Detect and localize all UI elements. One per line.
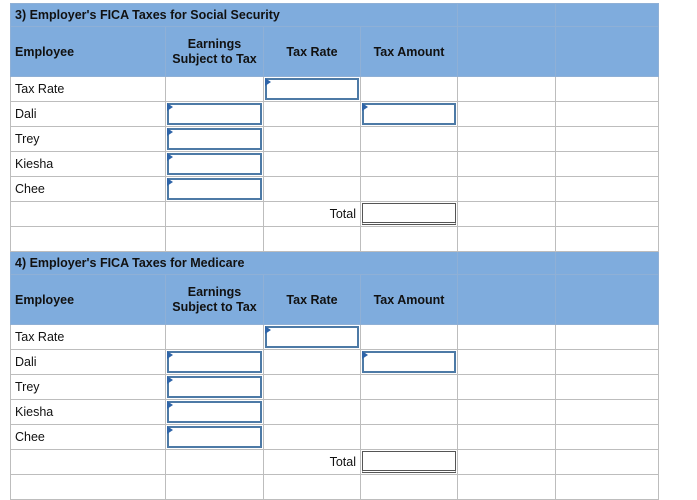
input-marker-icon: [265, 326, 271, 334]
input-marker-icon: [167, 376, 173, 384]
section3-title: 3) Employer's FICA Taxes for Social Security: [11, 4, 458, 27]
section3-header-row: [11, 27, 659, 77]
tax-rate-header: Tax Rate: [264, 27, 361, 77]
input-marker-icon: [362, 103, 368, 111]
section3-row-trey: [11, 127, 659, 152]
section4-title-row: [11, 252, 659, 275]
ss-tax-rate-input[interactable]: [264, 77, 361, 102]
employee-name: Trey: [11, 127, 166, 152]
section4-row-chee: [11, 425, 659, 450]
medicare-tax-rate-input[interactable]: [264, 325, 361, 350]
section4-row-kiesha: [11, 400, 659, 425]
section4-tax-rate-row: [11, 325, 659, 350]
input-marker-icon: [167, 426, 173, 434]
section3-row-kiesha: [11, 152, 659, 177]
employee-name: Chee: [11, 425, 166, 450]
employee-name: Dali: [11, 102, 166, 127]
total-label: Total: [264, 450, 361, 475]
medicare-earnings-input-trey[interactable]: [166, 375, 264, 400]
input-marker-icon: [167, 128, 173, 136]
section4-total-row: [11, 450, 659, 475]
earnings-header: Earnings Subject to Tax: [166, 275, 264, 325]
input-marker-icon: [265, 78, 271, 86]
spacer-row: [11, 227, 659, 252]
section3-row-dali: [11, 102, 659, 127]
input-marker-icon: [167, 351, 173, 359]
section3-title-row: [11, 4, 659, 27]
ss-total-input[interactable]: [361, 202, 458, 227]
employee-name: Trey: [11, 375, 166, 400]
employee-name: Dali: [11, 350, 166, 375]
employee-name: Kiesha: [11, 152, 166, 177]
tax-rate-label: Tax Rate: [11, 77, 166, 102]
section3-row-chee: [11, 177, 659, 202]
employee-header: Employee: [11, 27, 166, 77]
tax-rate-header: Tax Rate: [264, 275, 361, 325]
section4-header-row: [11, 275, 659, 325]
ss-earnings-input-dali[interactable]: [166, 102, 264, 127]
earnings-header: Earnings Subject to Tax: [166, 27, 264, 77]
medicare-earnings-input-dali[interactable]: [166, 350, 264, 375]
employee-header: Employee: [11, 275, 166, 325]
total-label: Total: [264, 202, 361, 227]
fica-worksheet: [10, 3, 658, 500]
medicare-tax-amount-input-dali[interactable]: [361, 350, 458, 375]
section3-tax-rate-row: [11, 77, 659, 102]
input-marker-icon: [167, 401, 173, 409]
section3-total-row: [11, 202, 659, 227]
input-marker-icon: [362, 351, 368, 359]
tax-amount-header: Tax Amount: [361, 27, 458, 77]
ss-earnings-input-chee[interactable]: [166, 177, 264, 202]
section4-row-dali: [11, 350, 659, 375]
ss-earnings-input-trey[interactable]: [166, 127, 264, 152]
section4-row-trey: [11, 375, 659, 400]
ss-earnings-input-kiesha[interactable]: [166, 152, 264, 177]
input-marker-icon: [167, 103, 173, 111]
input-marker-icon: [167, 153, 173, 161]
ss-tax-amount-input-dali[interactable]: [361, 102, 458, 127]
medicare-earnings-input-kiesha[interactable]: [166, 400, 264, 425]
employee-name: Kiesha: [11, 400, 166, 425]
employee-name: Chee: [11, 177, 166, 202]
medicare-total-input[interactable]: [361, 450, 458, 475]
fica-table: [10, 3, 659, 500]
medicare-earnings-input-chee[interactable]: [166, 425, 264, 450]
tax-rate-label: Tax Rate: [11, 325, 166, 350]
tax-amount-header: Tax Amount: [361, 275, 458, 325]
section4-title: 4) Employer's FICA Taxes for Medicare: [11, 252, 458, 275]
input-marker-icon: [167, 178, 173, 186]
